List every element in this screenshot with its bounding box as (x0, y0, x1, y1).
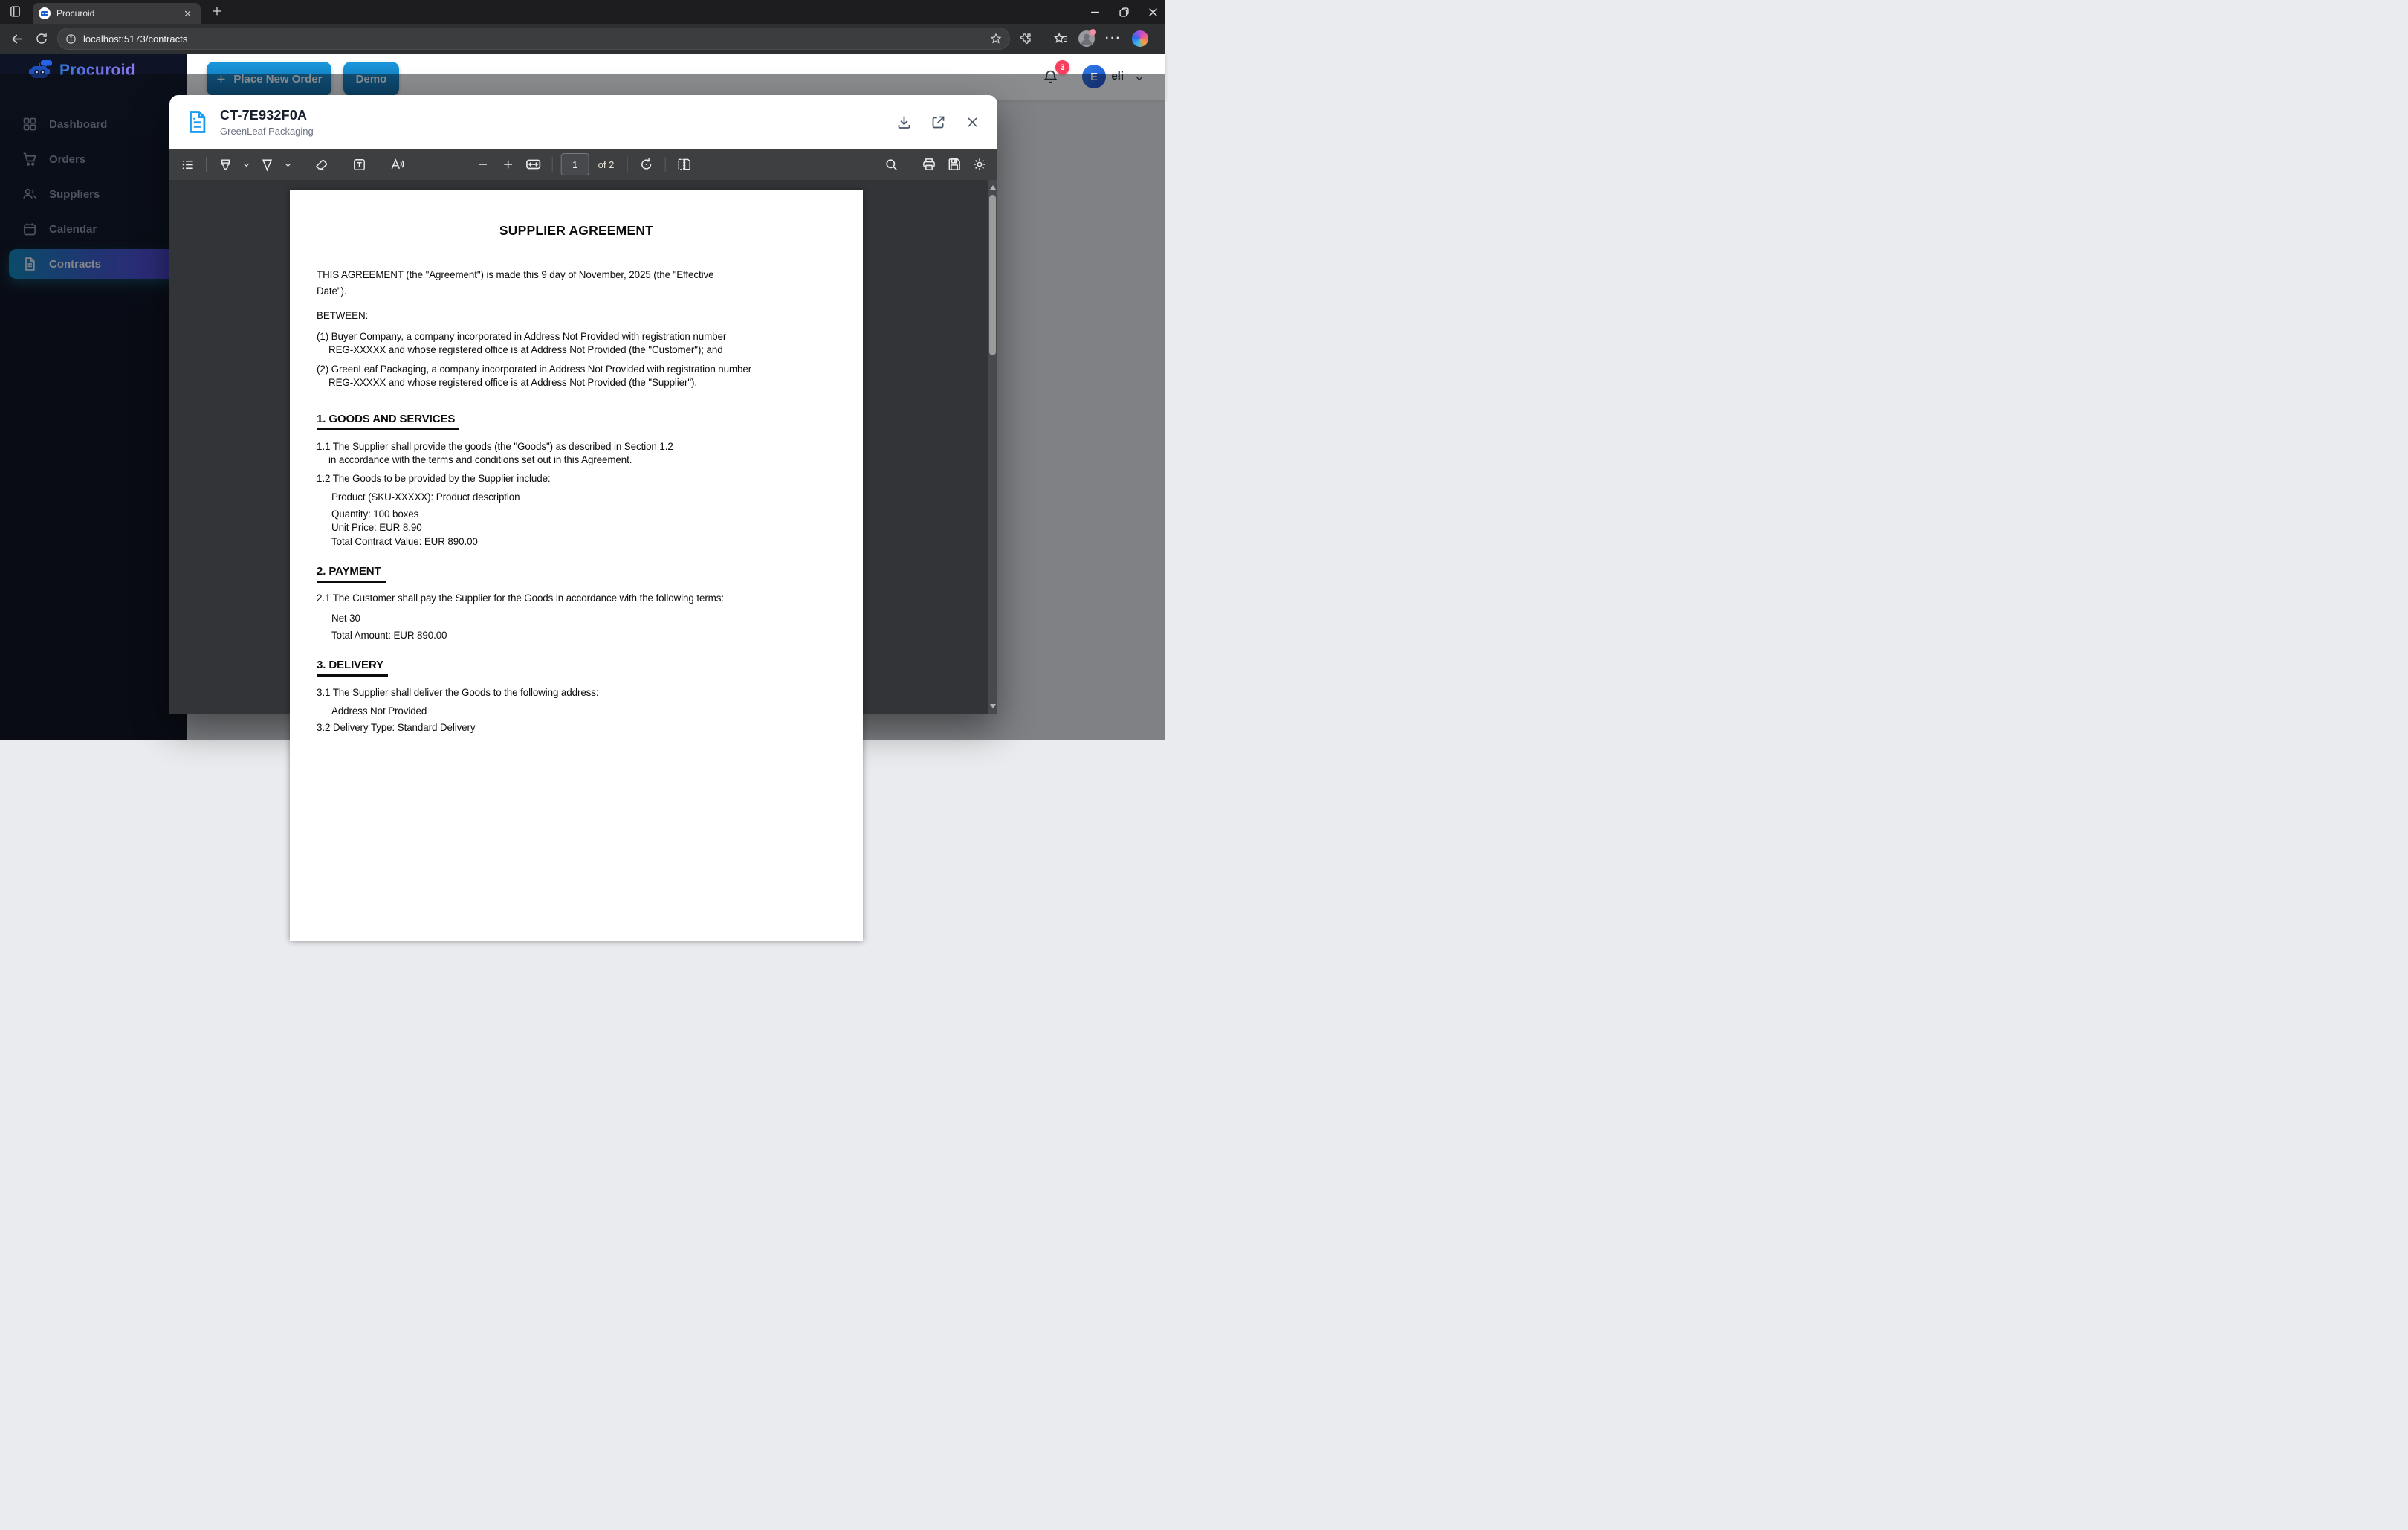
save-icon (947, 157, 962, 172)
bookmark-star-icon[interactable] (990, 33, 1002, 45)
app-logo-text: Procuroid (59, 62, 135, 79)
total-value-line: Total Contract Value: EUR 890.00 (331, 535, 478, 547)
fit-width-button[interactable] (523, 154, 544, 175)
external-link-icon (930, 114, 946, 130)
window-minimize-icon[interactable] (1090, 7, 1100, 17)
search-icon (884, 158, 899, 172)
profile-sync-dot (1090, 29, 1096, 36)
sidebar-item-label: Orders (49, 152, 86, 166)
contract-viewer-modal (169, 95, 997, 733)
window-close-icon[interactable] (1148, 7, 1158, 17)
doc-intro-line: Date"). (317, 285, 347, 297)
download-icon (896, 114, 912, 130)
print-button[interactable] (919, 154, 939, 175)
quantity-line: Quantity: 100 boxes (331, 508, 419, 520)
scroll-down-arrow[interactable] (990, 704, 996, 708)
new-tab-icon[interactable] (211, 5, 223, 17)
print-icon (922, 157, 936, 172)
page-count-label: of 2 (598, 158, 615, 170)
back-icon[interactable] (10, 32, 25, 46)
settings-gear-icon (972, 157, 987, 172)
read-aloud-button[interactable] (386, 154, 407, 175)
browser-profile-avatar[interactable] (1078, 30, 1095, 47)
browser-tab[interactable] (33, 3, 201, 24)
section-2-heading: 2. PAYMENT (317, 565, 386, 583)
refresh-icon[interactable] (35, 32, 48, 45)
extensions-puzzle-icon[interactable] (1019, 32, 1032, 45)
browser-address-bar (0, 24, 1165, 54)
tab-close-icon[interactable]: ✕ (184, 7, 192, 19)
erase-button[interactable] (311, 154, 331, 175)
pdf-toolbar (169, 149, 997, 180)
page-layout-icon (676, 157, 691, 172)
zoom-in-button[interactable] (498, 154, 519, 175)
viewer-scrollbar[interactable] (988, 180, 997, 714)
zoom-out-button[interactable] (473, 154, 493, 175)
browser-chrome (0, 0, 1165, 54)
demo-label: Demo (355, 72, 387, 85)
zoom-out-icon (477, 158, 489, 170)
clause-3-1: 3.1 The Supplier shall deliver the Goods to the following address: (317, 686, 599, 698)
doc-party1: (1) Buyer Company, a company incorporated in Address Not Provided with registration number (317, 330, 727, 342)
toc-icon (181, 158, 195, 172)
pdf-page: SUPPLIER AGREEMENT THIS AGREEMENT (the "Agreement") is made this 9 day of November, 2025 (the "Effective Date"). BETWEEN: (1) Buyer Company, a company incorporated in Address Not Provided with registration number REG-XXXXX and whose registered office is at Address Not Provided (the "Customer"); and (2) GreenLeaf Packaging, a company incorporated in Address Not Provided with registration number REG-XXXXX and whose registered office is at Address Not Provided (the "Supplier"). 1. GOODS AND SERVICES 1.1 The Supplier shall provide the goods (the "Goods") as described in Section 1.2 in accordance with the terms and conditions set out in this Agreement. 1.2 The Goods to be provided by the Supplier include: Product (SKU-XXXXX): Product description Quantity: 100 boxes Unit Price: EUR 8.90 Total Contract Value: EUR 890.00 2. PAYMENT 2.1 The Customer shall pay the Supplier for the Goods in accordance with the following terms: Net 30 Total Amount: EUR 890.00 3. DELIVERY 3.1 The Supplier shall deliver the Goods to the following address: Address Not Provided 3.2 Delivery Type: Standard Delivery (290, 190, 863, 941)
total-amount-line: Total Amount: EUR 890.00 (331, 630, 447, 641)
draw-options-chevron[interactable] (282, 154, 294, 175)
settings-button[interactable] (969, 154, 990, 175)
rotate-icon (638, 157, 653, 172)
doc-intro-line: THIS AGREEMENT (the "Agreement") is made this 9 day of November, 2025 (the "Effective (317, 269, 714, 280)
clause-1-1: 1.1 The Supplier shall provide the goods (the "Goods") as described in Section 1.2 (317, 440, 673, 452)
text-box-icon (352, 158, 366, 172)
url-field[interactable] (57, 28, 1010, 50)
toc-button[interactable] (177, 154, 198, 175)
rotate-button[interactable] (635, 154, 656, 175)
modal-download-button[interactable] (889, 107, 919, 137)
scroll-up-arrow[interactable] (990, 185, 996, 190)
clause-3-2: 3.2 Delivery Type: Standard Delivery (317, 721, 476, 733)
fit-width-icon (525, 156, 542, 172)
unit-price-line: Unit Price: EUR 8.90 (331, 522, 422, 533)
highlight-button[interactable] (215, 154, 236, 175)
open-external-button[interactable] (923, 107, 953, 137)
doc-party2: (2) GreenLeaf Packaging, a company incorporated in Address Not Provided with registration number (317, 363, 752, 375)
section-1-heading: 1. GOODS AND SERVICES (317, 413, 459, 430)
place-new-order-label: Place New Order (233, 72, 323, 85)
tab-title: Procuroid (56, 8, 95, 19)
sidebar-item-label: Dashboard (49, 117, 108, 131)
notification-badge[interactable]: 3 (1055, 60, 1069, 74)
scrollbar-thumb[interactable] (989, 195, 996, 355)
window-restore-icon[interactable] (1119, 7, 1129, 17)
clause-2-1: 2.1 The Customer shall pay the Supplier for the Goods in accordance with the following terms: (317, 593, 724, 604)
copilot-icon[interactable] (1132, 30, 1148, 47)
product-line: Product (SKU-XXXXX): Product description (331, 491, 520, 503)
site-favicon-icon (39, 7, 51, 19)
page-layout-button[interactable] (673, 154, 694, 175)
highlighter-icon (219, 158, 233, 172)
browser-menu-icon[interactable]: ··· (1105, 32, 1122, 45)
url-text: localhost:5173/contracts (83, 33, 188, 45)
section-3-heading: 3. DELIVERY (317, 659, 388, 677)
tab-actions-icon[interactable] (9, 5, 22, 18)
user-avatar[interactable]: E (1082, 65, 1106, 88)
zoom-in-icon (502, 158, 514, 170)
search-button[interactable] (881, 154, 902, 175)
save-button[interactable] (944, 154, 965, 175)
doc-between: BETWEEN: (317, 310, 369, 321)
draw-button[interactable] (256, 154, 277, 175)
sidebar-item-label: Calendar (49, 222, 97, 236)
contract-supplier-subtitle: GreenLeaf Packaging (220, 125, 314, 137)
contract-id-title: CT-7E932F0A (220, 107, 308, 123)
page-number-input[interactable] (561, 153, 589, 175)
address-line: Address Not Provided (331, 706, 427, 717)
payment-terms-line: Net 30 (331, 612, 360, 624)
highlight-options-chevron[interactable] (240, 154, 252, 175)
modal-close-button[interactable] (957, 107, 987, 137)
sidebar-item-label: Contracts (49, 257, 102, 271)
username: eli (1111, 70, 1124, 83)
document-file-icon (184, 109, 210, 135)
add-text-button[interactable] (349, 154, 369, 175)
document-title: SUPPLIER AGREEMENT (499, 223, 654, 238)
favorites-icon[interactable] (1054, 32, 1068, 46)
chevron-down-icon (284, 161, 292, 169)
chevron-down-icon (242, 161, 250, 169)
close-icon (965, 115, 980, 129)
pdf-viewer (169, 180, 997, 733)
read-aloud-icon (389, 157, 404, 172)
info-icon[interactable] (65, 33, 77, 45)
clause-1-2: 1.2 The Goods to be provided by the Supplier include: (317, 472, 551, 484)
sidebar-item-label: Suppliers (49, 187, 100, 201)
modal-header (169, 95, 997, 149)
eraser-icon (314, 158, 328, 172)
browser-tab-strip (0, 0, 1165, 24)
pen-icon (260, 158, 274, 172)
